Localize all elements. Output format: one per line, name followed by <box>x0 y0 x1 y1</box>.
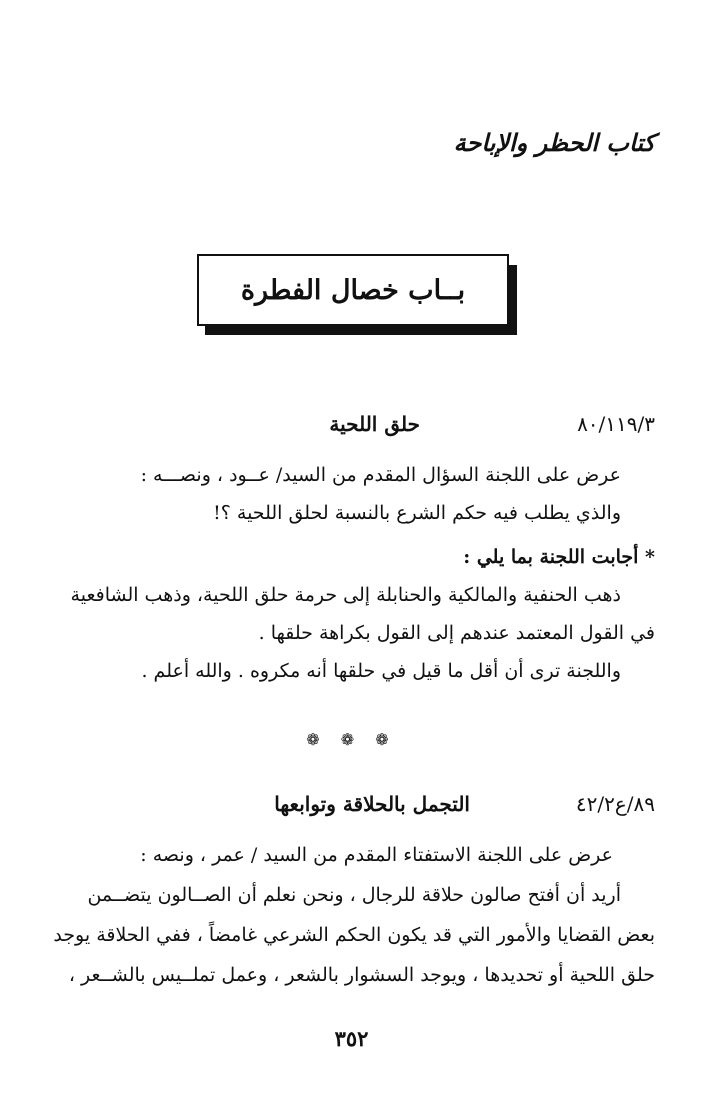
entry-1-question-line-1: عرض على اللجنة السؤال المقدم من السيد/ عــود ، ونصـــه : <box>140 464 621 486</box>
entry-1-heading <box>40 412 655 452</box>
entry-1-question-line-2: والذي يطلب فيه حكم الشرع بالنسبة لحلق اللحية ؟! <box>213 502 621 524</box>
page-number: ٣٥٢ <box>334 1026 369 1051</box>
entry-1-answer-line-2: في القول المعتمد عندهم إلى القول بكراهة حلقها . <box>258 622 655 644</box>
entry-1-number: ٨٠/١١٩/٣ <box>577 412 655 436</box>
entry-2-question-line-1: عرض على اللجنة الاستفتاء المقدم من السيد / عمر ، ونصه : <box>140 844 613 866</box>
entry-2-number: ٨٩/ع٤٢/٢ <box>575 792 655 816</box>
entry-2-question-line-4: حلق اللحية أو تحديدها ، ويوجد السشوار بالشعر ، وعمل تملــيس بالشــعر ، <box>68 964 655 986</box>
entry-1-topic: حلق اللحية <box>329 412 420 436</box>
running-header-title: كتاب الحظر والإباحة <box>453 128 655 157</box>
section-separator: ❁ ❁ ❁ <box>306 730 397 749</box>
entry-2-topic: التجمل بالحلاقة وتوابعها <box>274 792 470 816</box>
entry-1-answer-heading: * أجابت اللجنة بما يلي : <box>463 546 655 568</box>
chapter-title: بــاب خصال الفطرة <box>240 274 466 306</box>
entry-1-answer-line-1: ذهب الحنفية والمالكية والحنابلة إلى حرمة حلق اللحية، وذهب الشافعية <box>70 584 621 606</box>
entry-2-question-line-2: أريد أن أفتح صالون حلاقة للرجال ، ونحن نعلم أن الصــالون يتضــمن <box>87 884 621 906</box>
entry-2-question-line-3: بعض القضايا والأمور التي قد يكون الحكم الشرعي غامضاً ، ففي الحلاقة يوجد <box>53 924 655 946</box>
entry-2-heading <box>40 792 655 832</box>
chapter-title-box <box>197 254 509 326</box>
entry-1-answer-line-3: واللجنة ترى أن أقل ما قيل في حلقها أنه مكروه . والله أعلم . <box>141 660 621 682</box>
